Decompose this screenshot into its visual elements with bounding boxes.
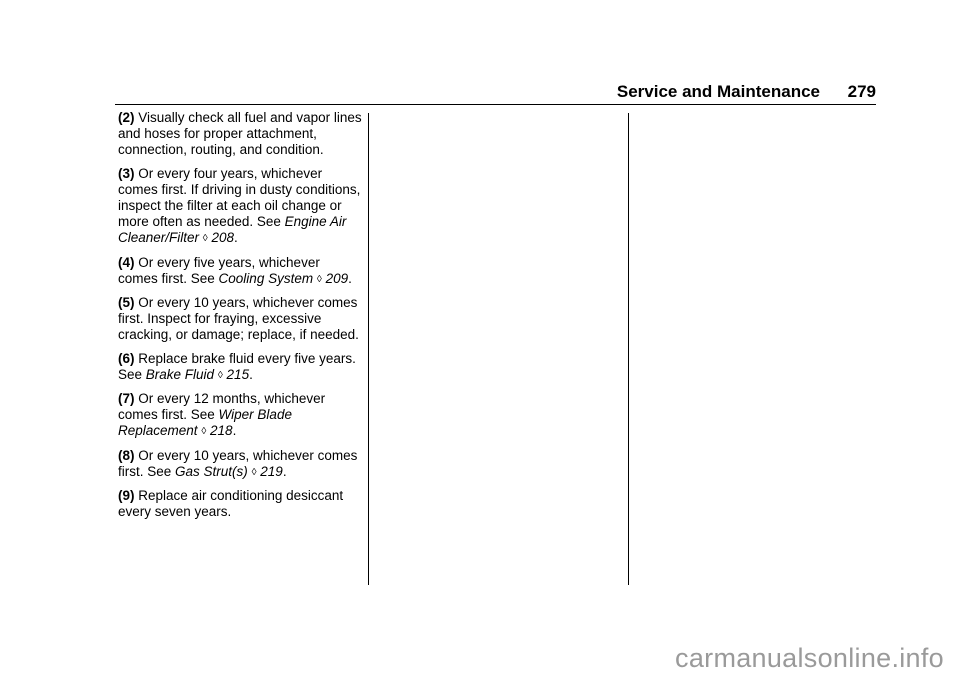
note-7 [118,391,362,441]
page-reference-icon: ◊ [251,466,257,478]
page-reference-icon: ◊ [217,369,223,381]
section-title: Service and Maintenance [616,82,820,101]
note-text: Or every 12 months, whichever comes first. See [118,391,326,423]
notes-column [118,110,362,527]
page-number: 279 [847,82,876,101]
cross-reference-page[interactable]: 218 [210,423,233,439]
note-text: Replace air conditioning desiccant every seven years. [118,488,344,520]
note-text: Or every four years, whichever comes first. If driving in dusty conditions, inspect the filter at each oil change or more often as needed. See [118,165,361,230]
note-8 [118,448,362,481]
note-4 [118,255,362,288]
note-text: Replace brake fluid every five years. See [118,350,356,382]
header-rule [115,104,876,105]
note-number: (5) [118,295,135,311]
note-number: (8) [118,447,135,463]
note-end: . [282,463,287,479]
cross-reference-page[interactable]: 219 [260,463,283,479]
note-number: (6) [118,350,135,366]
cross-reference-title[interactable]: Brake Fluid [145,366,215,382]
note-number: (4) [118,254,135,270]
note-text: Or every 10 years, whichever comes first. See [118,447,358,479]
note-number: (7) [118,391,135,407]
note-5 [118,295,362,344]
note-end: . [249,366,253,382]
note-end: . [232,423,237,439]
column-divider-left [368,113,369,585]
cross-reference-title[interactable]: Gas Strut(s) [175,463,248,479]
page-reference-icon: ◊ [202,233,208,245]
cross-reference-page[interactable]: 208 [211,230,235,246]
cross-reference-title[interactable]: Wiper Blade Replacement [118,407,292,439]
cross-reference-page[interactable]: 215 [226,366,250,382]
note-number: (2) [118,110,135,125]
note-end: . [348,270,352,286]
watermark: carmanualsonline.info [675,643,944,673]
note-text: Or every five years, whichever comes first. See [118,254,320,286]
cross-reference-title[interactable]: Cooling System [218,270,314,286]
note-2 [118,110,362,159]
note-number: (9) [118,488,135,504]
column-divider-right [628,113,629,585]
page-reference-icon: ◊ [316,273,322,285]
note-6 [118,351,362,384]
page-reference-icon: ◊ [201,426,207,438]
note-9 [118,488,362,520]
note-3 [118,166,362,248]
cross-reference-page[interactable]: 209 [325,270,349,286]
note-end: . [234,230,238,246]
note-number: (3) [118,165,135,181]
cross-reference-title[interactable]: Engine Air Cleaner/Filter [118,214,347,246]
note-text: Or every 10 years, whichever comes first. Inspect for fraying, excessive cracking, or damage; replace, if needed. [118,295,359,343]
note-text: Visually check all fuel and vapor lines and hoses for proper attachment, connection, routing, and condition. [118,110,362,158]
